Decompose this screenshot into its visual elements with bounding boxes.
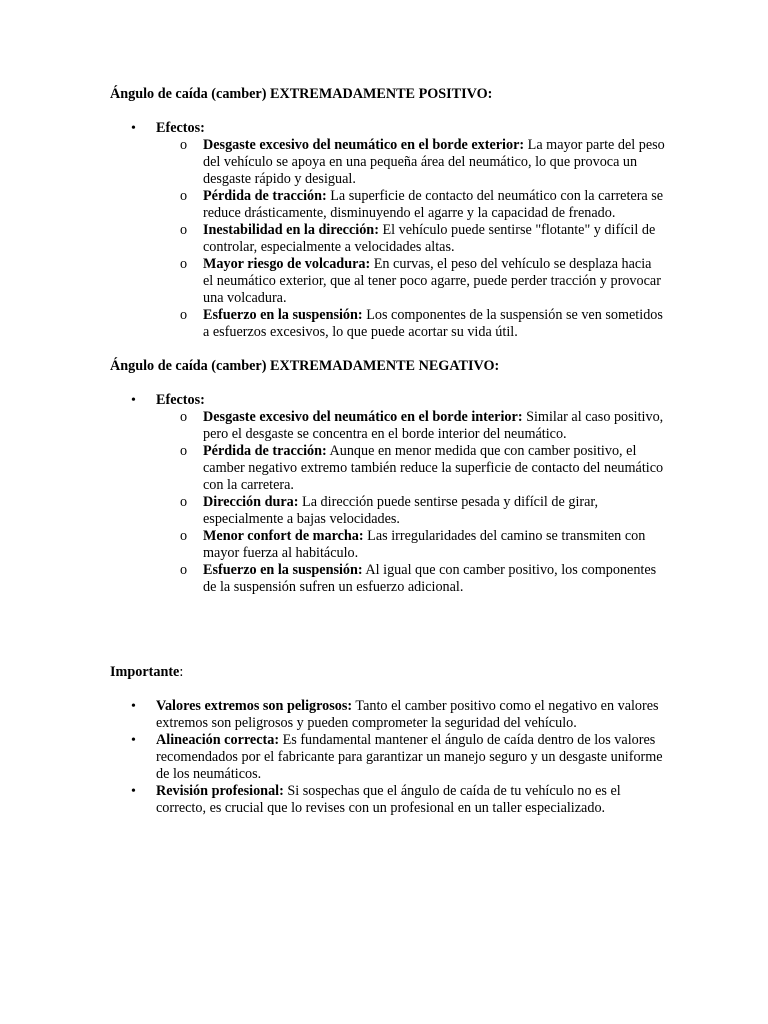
- circle-bullet-icon: o: [180, 137, 188, 153]
- item-text: Los componentes de la suspensión se ven sometidos a esfuerzos excesivos, lo que puede acortar su vida útil.: [203, 307, 663, 340]
- heading-negative-camber: Ángulo de caída (camber) EXTREMADAMENTE NEGATIVO:: [110, 358, 500, 374]
- list-item: [156, 562, 665, 596]
- item-text: Tanto el camber positivo como el negativo en valores extremos son peligrosos y pueden comprometer la seguridad del vehículo.: [156, 698, 659, 731]
- item-title: Valores extremos son peligrosos:: [156, 698, 353, 714]
- circle-bullet-icon: o: [180, 222, 188, 238]
- circle-bullet-icon: o: [180, 256, 188, 272]
- list-item: [156, 307, 665, 341]
- item-text: La mayor parte del peso del vehículo se apoya en una pequeña área del neumático, lo que provoca un desgaste rápido y desigual.: [203, 137, 665, 187]
- item-text: La dirección puede sentirse pesada y difícil de girar, especialmente a bajas velocidades.: [203, 494, 599, 527]
- item-title: Pérdida de tracción:: [203, 443, 327, 459]
- circle-bullet-icon: o: [180, 188, 188, 204]
- item-title: Pérdida de tracción:: [203, 188, 327, 204]
- negative-effects-item: [110, 392, 665, 596]
- positive-effects-list: [156, 137, 665, 341]
- negative-effects-list: [156, 409, 665, 596]
- item-title: Alineación correcta:: [156, 732, 280, 748]
- item-title: Menor confort de marcha:: [203, 528, 364, 544]
- bullet-icon: •: [131, 121, 136, 136]
- item-text: Aunque en menor medida que con camber positivo, el camber negativo extremo también reduce la superficie de contacto del neumático con la carretera.: [203, 443, 664, 493]
- list-item: [110, 698, 665, 732]
- bullet-icon: •: [131, 699, 136, 714]
- list-item: [156, 409, 665, 443]
- heading-important-label: Importante: [110, 664, 180, 680]
- section-positive-camber: [110, 86, 665, 341]
- list-item: [156, 256, 665, 307]
- circle-bullet-icon: o: [180, 562, 188, 578]
- item-text: La superficie de contacto del neumático con la carretera se reduce drásticamente, disminuyendo el agarre y la capacidad de frenado.: [203, 188, 664, 221]
- list-item: [156, 528, 665, 562]
- negative-list: [110, 392, 665, 596]
- item-title: Dirección dura:: [203, 494, 299, 510]
- circle-bullet-icon: o: [180, 494, 188, 510]
- list-item: [156, 137, 665, 188]
- important-list: [110, 698, 665, 817]
- item-title: Inestabilidad en la dirección:: [203, 222, 379, 238]
- bullet-icon: •: [131, 733, 136, 748]
- list-item: [156, 188, 665, 222]
- list-item: [110, 732, 665, 783]
- section-important: [110, 664, 665, 817]
- positive-list: [110, 120, 665, 341]
- item-text: Si sospechas que el ángulo de caída de tu vehículo no es el correcto, es crucial que lo revises con un profesional en un taller especializado.: [156, 783, 621, 816]
- circle-bullet-icon: o: [180, 443, 188, 459]
- item-title: Revisión profesional:: [156, 783, 284, 799]
- heading-important-colon: :: [179, 664, 184, 680]
- list-item: [156, 443, 665, 494]
- item-text: Las irregularidades del camino se transmiten con mayor fuerza al habitáculo.: [203, 528, 646, 561]
- item-text: En curvas, el peso del vehículo se desplaza hacia el neumático exterior, que al tener poco agarre, puede perder tracción y provocar una volcadura.: [203, 256, 661, 306]
- item-text: El vehículo puede sentirse "flotante" y difícil de controlar, especialmente a velocidades altas.: [203, 222, 656, 255]
- item-title: Desgaste excesivo del neumático en el borde exterior:: [203, 137, 525, 153]
- item-title: Desgaste excesivo del neumático en el borde interior:: [203, 409, 523, 425]
- list-item: [156, 494, 665, 528]
- positive-effects-item: [110, 120, 665, 341]
- item-text: Similar al caso positivo, pero el desgaste se concentra en el borde interior del neumático.: [203, 409, 664, 442]
- effects-label: Efectos:: [156, 392, 205, 408]
- list-item: [110, 783, 665, 817]
- item-title: Esfuerzo en la suspensión:: [203, 562, 363, 578]
- circle-bullet-icon: o: [180, 528, 188, 544]
- circle-bullet-icon: o: [180, 409, 188, 425]
- item-title: Mayor riesgo de volcadura:: [203, 256, 371, 272]
- bullet-icon: •: [131, 784, 136, 799]
- effects-label: Efectos:: [156, 120, 205, 136]
- item-title: Esfuerzo en la suspensión:: [203, 307, 363, 323]
- item-text: Al igual que con camber positivo, los componentes de la suspensión sufren un esfuerzo adicional.: [203, 562, 657, 595]
- spacer: [110, 613, 665, 664]
- bullet-icon: •: [131, 393, 136, 408]
- heading-positive-camber: Ángulo de caída (camber) EXTREMADAMENTE POSITIVO:: [110, 86, 493, 102]
- item-text: Es fundamental mantener el ángulo de caída dentro de los valores recomendados por el fabricante para garantizar un manejo seguro y un desgaste uniforme de los neumáticos.: [156, 732, 663, 782]
- list-item: [156, 222, 665, 256]
- heading-important: [110, 664, 665, 681]
- document-page: [110, 86, 665, 834]
- circle-bullet-icon: o: [180, 307, 188, 323]
- section-negative-camber: [110, 358, 665, 596]
